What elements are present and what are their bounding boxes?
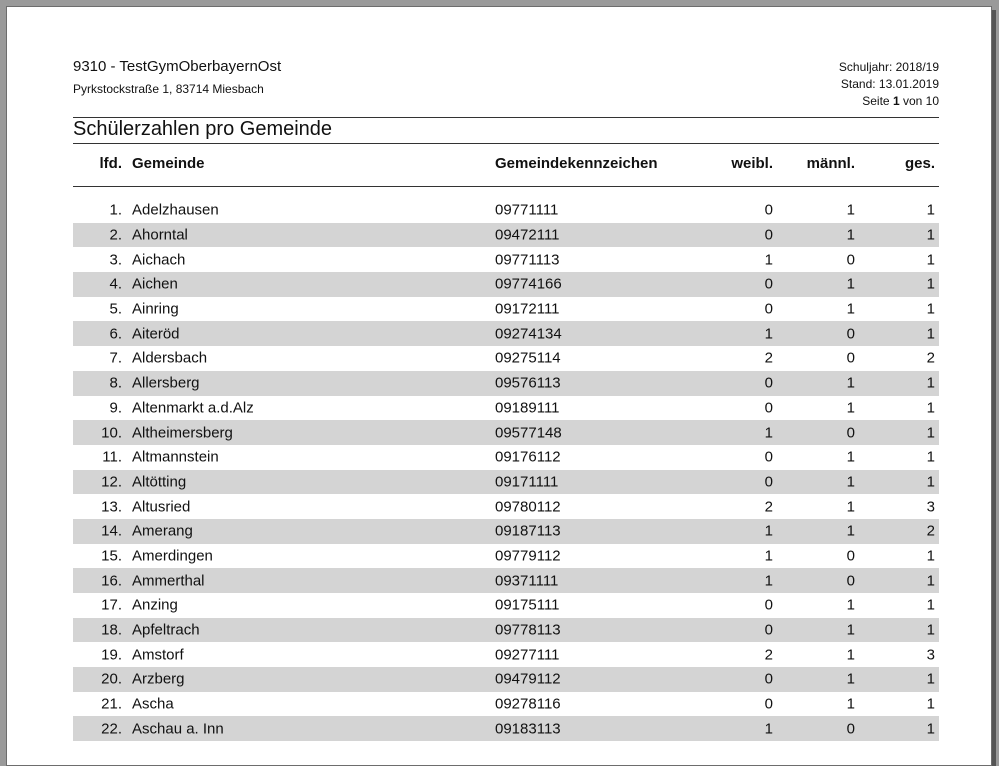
total-count: 2 [926,349,935,367]
total-count: 1 [926,226,935,244]
page-current: 1 [892,94,900,108]
male-count: 0 [846,720,855,738]
municipality-name: Altheimersberg [132,424,233,442]
male-count: 1 [846,473,855,491]
row-number: 17. [101,596,122,614]
table-row [73,593,939,618]
municipality-name: Anzing [132,596,178,614]
page-title: Schülerzahlen pro Gemeinde [73,118,333,140]
male-count: 1 [846,399,855,417]
total-count: 1 [926,399,935,417]
column-header-num: lfd. [99,155,122,172]
row-number: 22. [101,720,122,738]
table-row [73,692,939,717]
total-count: 1 [926,275,935,293]
total-count: 1 [926,448,935,466]
row-number: 12. [101,473,122,491]
municipality-name: Ainring [132,300,179,318]
row-number: 18. [101,621,122,639]
municipality-name: Amerdingen [132,547,213,565]
municipality-code: 09172111 [495,300,560,318]
male-count: 1 [846,596,855,614]
male-count: 1 [846,275,855,293]
title-divider [73,143,939,144]
total-count: 2 [926,522,935,540]
municipality-code: 09577148 [495,424,562,442]
municipality-code: 09274134 [495,325,562,343]
male-count: 1 [846,670,855,688]
page-label: Seite [862,94,890,108]
table-row [73,618,939,643]
municipality-code: 09371111 [495,572,559,590]
table-row [73,519,939,544]
table-row [73,716,939,741]
male-count: 0 [846,572,855,590]
row-number: 9. [109,399,122,417]
report-page [6,6,992,766]
male-count: 1 [846,646,855,664]
total-count: 1 [926,325,935,343]
municipality-code: 09171111 [495,473,559,491]
column-header-code: Gemeindekennzeichen [495,155,658,172]
municipality-code: 09175111 [495,596,560,614]
municipality-code: 09779112 [495,547,561,565]
municipality-name: Adelzhausen [132,201,219,219]
table-body [73,198,939,741]
female-count: 1 [764,572,773,590]
table-row [73,396,939,421]
row-number: 1. [109,201,122,219]
total-count: 3 [926,646,935,664]
municipality-name: Arzberg [132,670,185,688]
row-number: 21. [101,695,122,713]
male-count: 1 [846,374,855,392]
municipality-name: Ahorntal [132,226,188,244]
female-count: 0 [764,300,773,318]
female-count: 0 [764,448,773,466]
row-number: 20. [101,670,122,688]
row-number: 2. [109,226,122,244]
male-count: 0 [846,547,855,565]
male-count: 1 [846,448,855,466]
total-count: 3 [926,498,935,516]
municipality-code: 09187113 [495,522,561,540]
school-name: 9310 - TestGymOberbayernOst [73,58,282,75]
table-row [73,346,939,371]
table-row [73,470,939,495]
table-row [73,297,939,322]
table-row [73,642,939,667]
female-count: 0 [764,201,773,219]
male-count: 0 [846,349,855,367]
municipality-code: 09176112 [495,448,561,466]
school-year: Schuljahr: 2018/19 [838,60,939,74]
municipality-name: Aldersbach [132,349,208,367]
table-row [73,223,939,248]
row-number: 10. [101,424,122,442]
female-count: 0 [764,670,773,688]
municipality-name: Altmannstein [132,448,219,466]
table-row [73,198,939,223]
total-count: 1 [926,621,935,639]
male-count: 1 [846,226,855,244]
total-count: 1 [926,596,935,614]
female-count: 0 [764,226,773,244]
row-number: 7. [109,349,122,367]
female-count: 2 [764,349,773,367]
female-count: 0 [764,621,773,639]
municipality-name: Altötting [132,473,187,491]
female-count: 0 [764,596,773,614]
female-count: 0 [764,399,773,417]
table-row [73,568,939,593]
total-count: 1 [926,720,935,738]
table-row [73,420,939,445]
row-number: 8. [109,374,122,392]
female-count: 2 [764,498,773,516]
municipality-name: Amerang [132,522,193,540]
municipality-code: 09277111 [495,646,560,664]
municipality-code: 09576113 [495,374,561,392]
table-row [73,247,939,272]
row-number: 11. [102,448,122,466]
total-count: 1 [926,547,935,565]
female-count: 0 [764,695,773,713]
total-count: 1 [926,251,935,269]
female-count: 0 [764,473,773,491]
municipality-name: Ascha [132,695,174,713]
female-count: 1 [764,251,773,269]
male-count: 0 [846,251,855,269]
municipality-code: 09780112 [495,498,561,516]
table-row [73,494,939,519]
report-meta [839,59,939,110]
male-count: 1 [846,498,855,516]
municipality-code: 09183113 [495,720,561,738]
municipality-name: Ammerthal [132,572,205,590]
table-row [73,667,939,692]
female-count: 1 [764,522,773,540]
table-row [73,371,939,396]
municipality-code: 09189111 [495,399,560,417]
column-header-name: Gemeinde [132,155,205,172]
male-count: 1 [846,522,855,540]
municipality-name: Aichen [132,275,178,293]
municipality-name: Aichach [132,251,186,269]
municipality-name: Allersberg [132,374,200,392]
municipality-name: Altenmarkt a.d.Alz [132,399,254,417]
total-count: 1 [926,300,935,318]
column-header-total: ges. [904,155,935,172]
male-count: 1 [846,695,855,713]
female-count: 2 [764,646,773,664]
total-count: 1 [926,201,935,219]
total-count: 1 [926,695,935,713]
female-count: 1 [764,547,773,565]
municipality-code: 09771113 [495,251,560,269]
row-number: 15. [101,547,122,565]
table-row [73,544,939,569]
total-count: 1 [926,473,935,491]
row-number: 13. [101,498,122,516]
school-address: Pyrkstockstraße 1, 83714 Miesbach [73,82,264,96]
municipality-code: 09771111 [495,201,559,219]
row-number: 19. [101,646,122,664]
total-count: 1 [926,424,935,442]
municipality-code: 09774166 [495,275,562,293]
report-date: Stand: 13.01.2019 [840,77,939,91]
row-number: 3. [109,251,122,269]
table-row [73,272,939,297]
female-count: 1 [764,720,773,738]
total-count: 1 [926,670,935,688]
table-row [73,321,939,346]
municipality-name: Apfeltrach [132,621,200,639]
municipality-name: Amstorf [132,646,184,664]
row-number: 5. [109,300,122,318]
municipality-name: Aschau a. Inn [132,720,224,738]
table-row [73,445,939,470]
column-header-male: männl. [806,155,855,172]
page-total: von 10 [902,94,939,108]
municipality-name: Altusried [132,498,191,516]
table-header-divider [73,186,939,187]
total-count: 1 [926,374,935,392]
row-number: 4. [109,275,122,293]
female-count: 0 [764,275,773,293]
male-count: 1 [846,621,855,639]
municipality-code: 09472111 [495,226,560,244]
total-count: 1 [926,572,935,590]
row-number: 16. [101,572,122,590]
municipality-code: 09275114 [495,349,561,367]
female-count: 1 [764,424,773,442]
female-count: 1 [764,325,773,343]
page-indicator [839,93,939,110]
male-count: 1 [846,300,855,318]
municipality-code: 09778113 [495,621,561,639]
male-count: 1 [846,201,855,219]
male-count: 0 [846,325,855,343]
male-count: 0 [846,424,855,442]
municipality-code: 09278116 [495,695,561,713]
row-number: 14. [101,522,122,540]
female-count: 0 [764,374,773,392]
municipality-code: 09479112 [495,670,561,688]
table-header [73,155,939,175]
row-number: 6. [109,325,122,343]
municipality-name: Aiteröd [132,325,180,343]
column-header-female: weibl. [731,155,773,172]
